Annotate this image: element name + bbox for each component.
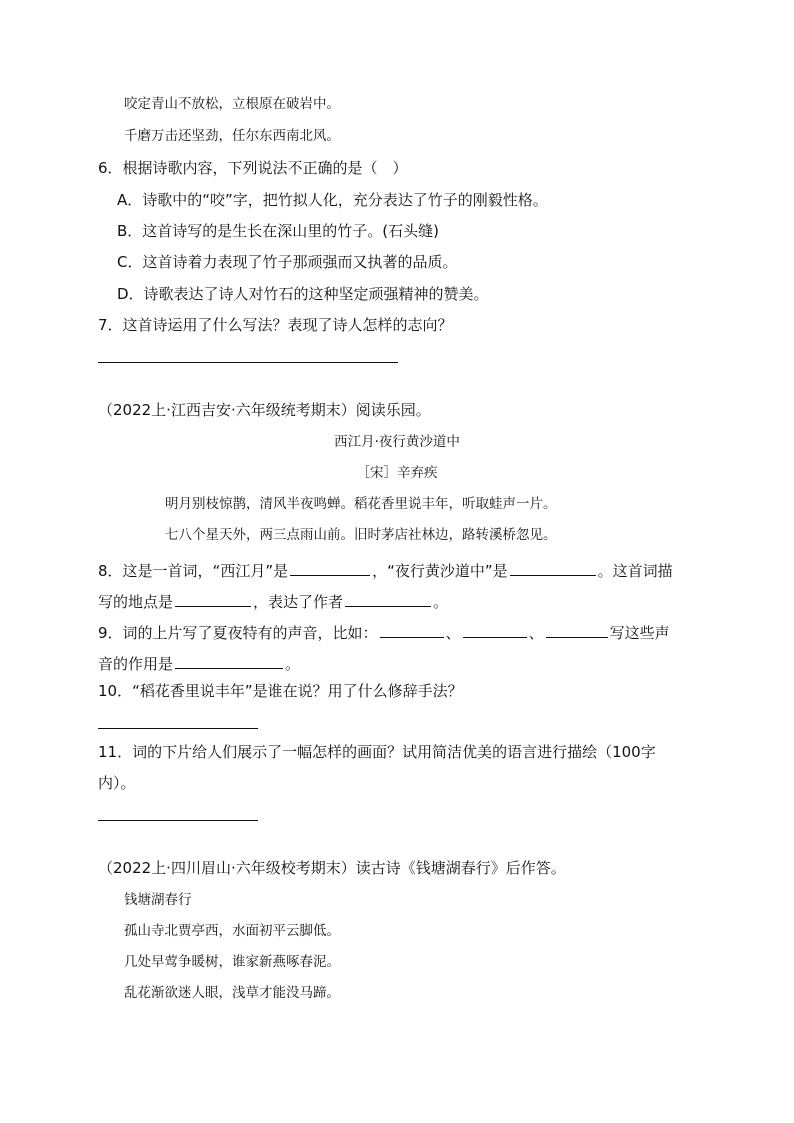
poem-title: 西江月·夜行黄沙道中 [334, 434, 460, 450]
question-6-option-c: C．这首诗着力表现了竹子那顽强而又执著的品质。 [117, 253, 458, 271]
question-8-text: 8．这是一首词，“西江月”是 [98, 562, 289, 580]
question-9-text: 9．词的上片写了夏夜特有的声音，比如： [98, 624, 378, 642]
question-8-text: 。 [433, 593, 449, 611]
poem-author: ［宋］辛弃疾 [356, 465, 438, 481]
fill-blank[interactable] [175, 653, 283, 669]
section-source: （2022上·江西吉安·六年级统考期末）阅读乐园。 [98, 401, 431, 419]
fill-blank[interactable] [463, 622, 527, 638]
fill-blank[interactable] [345, 591, 431, 607]
question-7-stem: 7．这首诗运用了什么写法？表现了诗人怎样的志向？ [98, 316, 453, 334]
question-11-stem-line-1: 11．词的下片给人们展示了一幅怎样的画面？试用简洁优美的语言进行描绘（100字 [98, 743, 656, 761]
question-11-stem-line-2: 内）。 [98, 774, 136, 792]
question-6-option-b: B．这首诗写的是生长在深山里的竹子。(石头缝) [117, 222, 439, 240]
fill-blank[interactable] [380, 622, 444, 638]
question-9-separator: 、 [528, 624, 544, 642]
fill-blank[interactable] [546, 622, 608, 638]
poem-line: 孤山寺北贾亭西，水面初平云脚低。 [124, 923, 340, 939]
question-6-stem: 6．根据诗歌内容，下列说法不正确的是（ ） [98, 159, 408, 177]
fill-blank[interactable] [175, 591, 251, 607]
answer-line[interactable] [98, 820, 258, 821]
question-8-text: 写的地点是 [98, 593, 174, 611]
question-8-text: 。这首词描 [597, 562, 673, 580]
poem-line: 乱花渐欲迷人眼，浅草才能没马蹄。 [124, 985, 340, 1001]
question-9-text: 。 [285, 655, 301, 673]
question-8-line-1 [98, 560, 673, 579]
question-9-line-1 [98, 622, 670, 641]
poem-line: 咬定青山不放松，立根原在破岩中。 [124, 96, 340, 112]
answer-line[interactable] [98, 362, 398, 363]
answer-line[interactable] [98, 728, 258, 729]
question-9-text: 写这些声 [609, 624, 670, 642]
question-8-line-2 [98, 591, 448, 610]
poem-line: 明月别枝惊鹊，清风半夜鸣蝉。稻花香里说丰年，听取蛙声一片。 [165, 496, 557, 512]
poem-line: 七八个星天外，两三点雨山前。旧时茅店社林边，路转溪桥忽见。 [165, 527, 557, 543]
poem-line: 几处早莺争暖树，谁家新燕啄春泥。 [124, 954, 340, 970]
question-10-stem: 10．“稻花香里说丰年”是谁在说？用了什么修辞手法？ [98, 682, 463, 700]
poem-line: 千磨万击还坚劲，任尔东西南北风。 [124, 128, 340, 144]
poem-title: 钱塘湖春行 [124, 892, 192, 908]
question-8-text: ，表达了作者 [253, 593, 344, 611]
fill-blank[interactable] [290, 560, 370, 576]
question-9-line-2 [98, 653, 300, 672]
question-6-option-d: D．诗歌表达了诗人对竹石的这种坚定顽强精神的赞美。 [117, 285, 489, 303]
question-8-text: ，“夜行黄沙道中”是 [372, 562, 508, 580]
question-9-text: 音的作用是 [98, 655, 174, 673]
question-6-option-a: A．诗歌中的“咬”字，把竹拟人化，充分表达了竹子的刚毅性格。 [117, 191, 548, 209]
fill-blank[interactable] [510, 560, 596, 576]
question-9-separator: 、 [445, 624, 461, 642]
section-source: （2022上·四川眉山·六年级校考期末）读古诗《钱塘湖春行》后作答。 [98, 859, 566, 877]
